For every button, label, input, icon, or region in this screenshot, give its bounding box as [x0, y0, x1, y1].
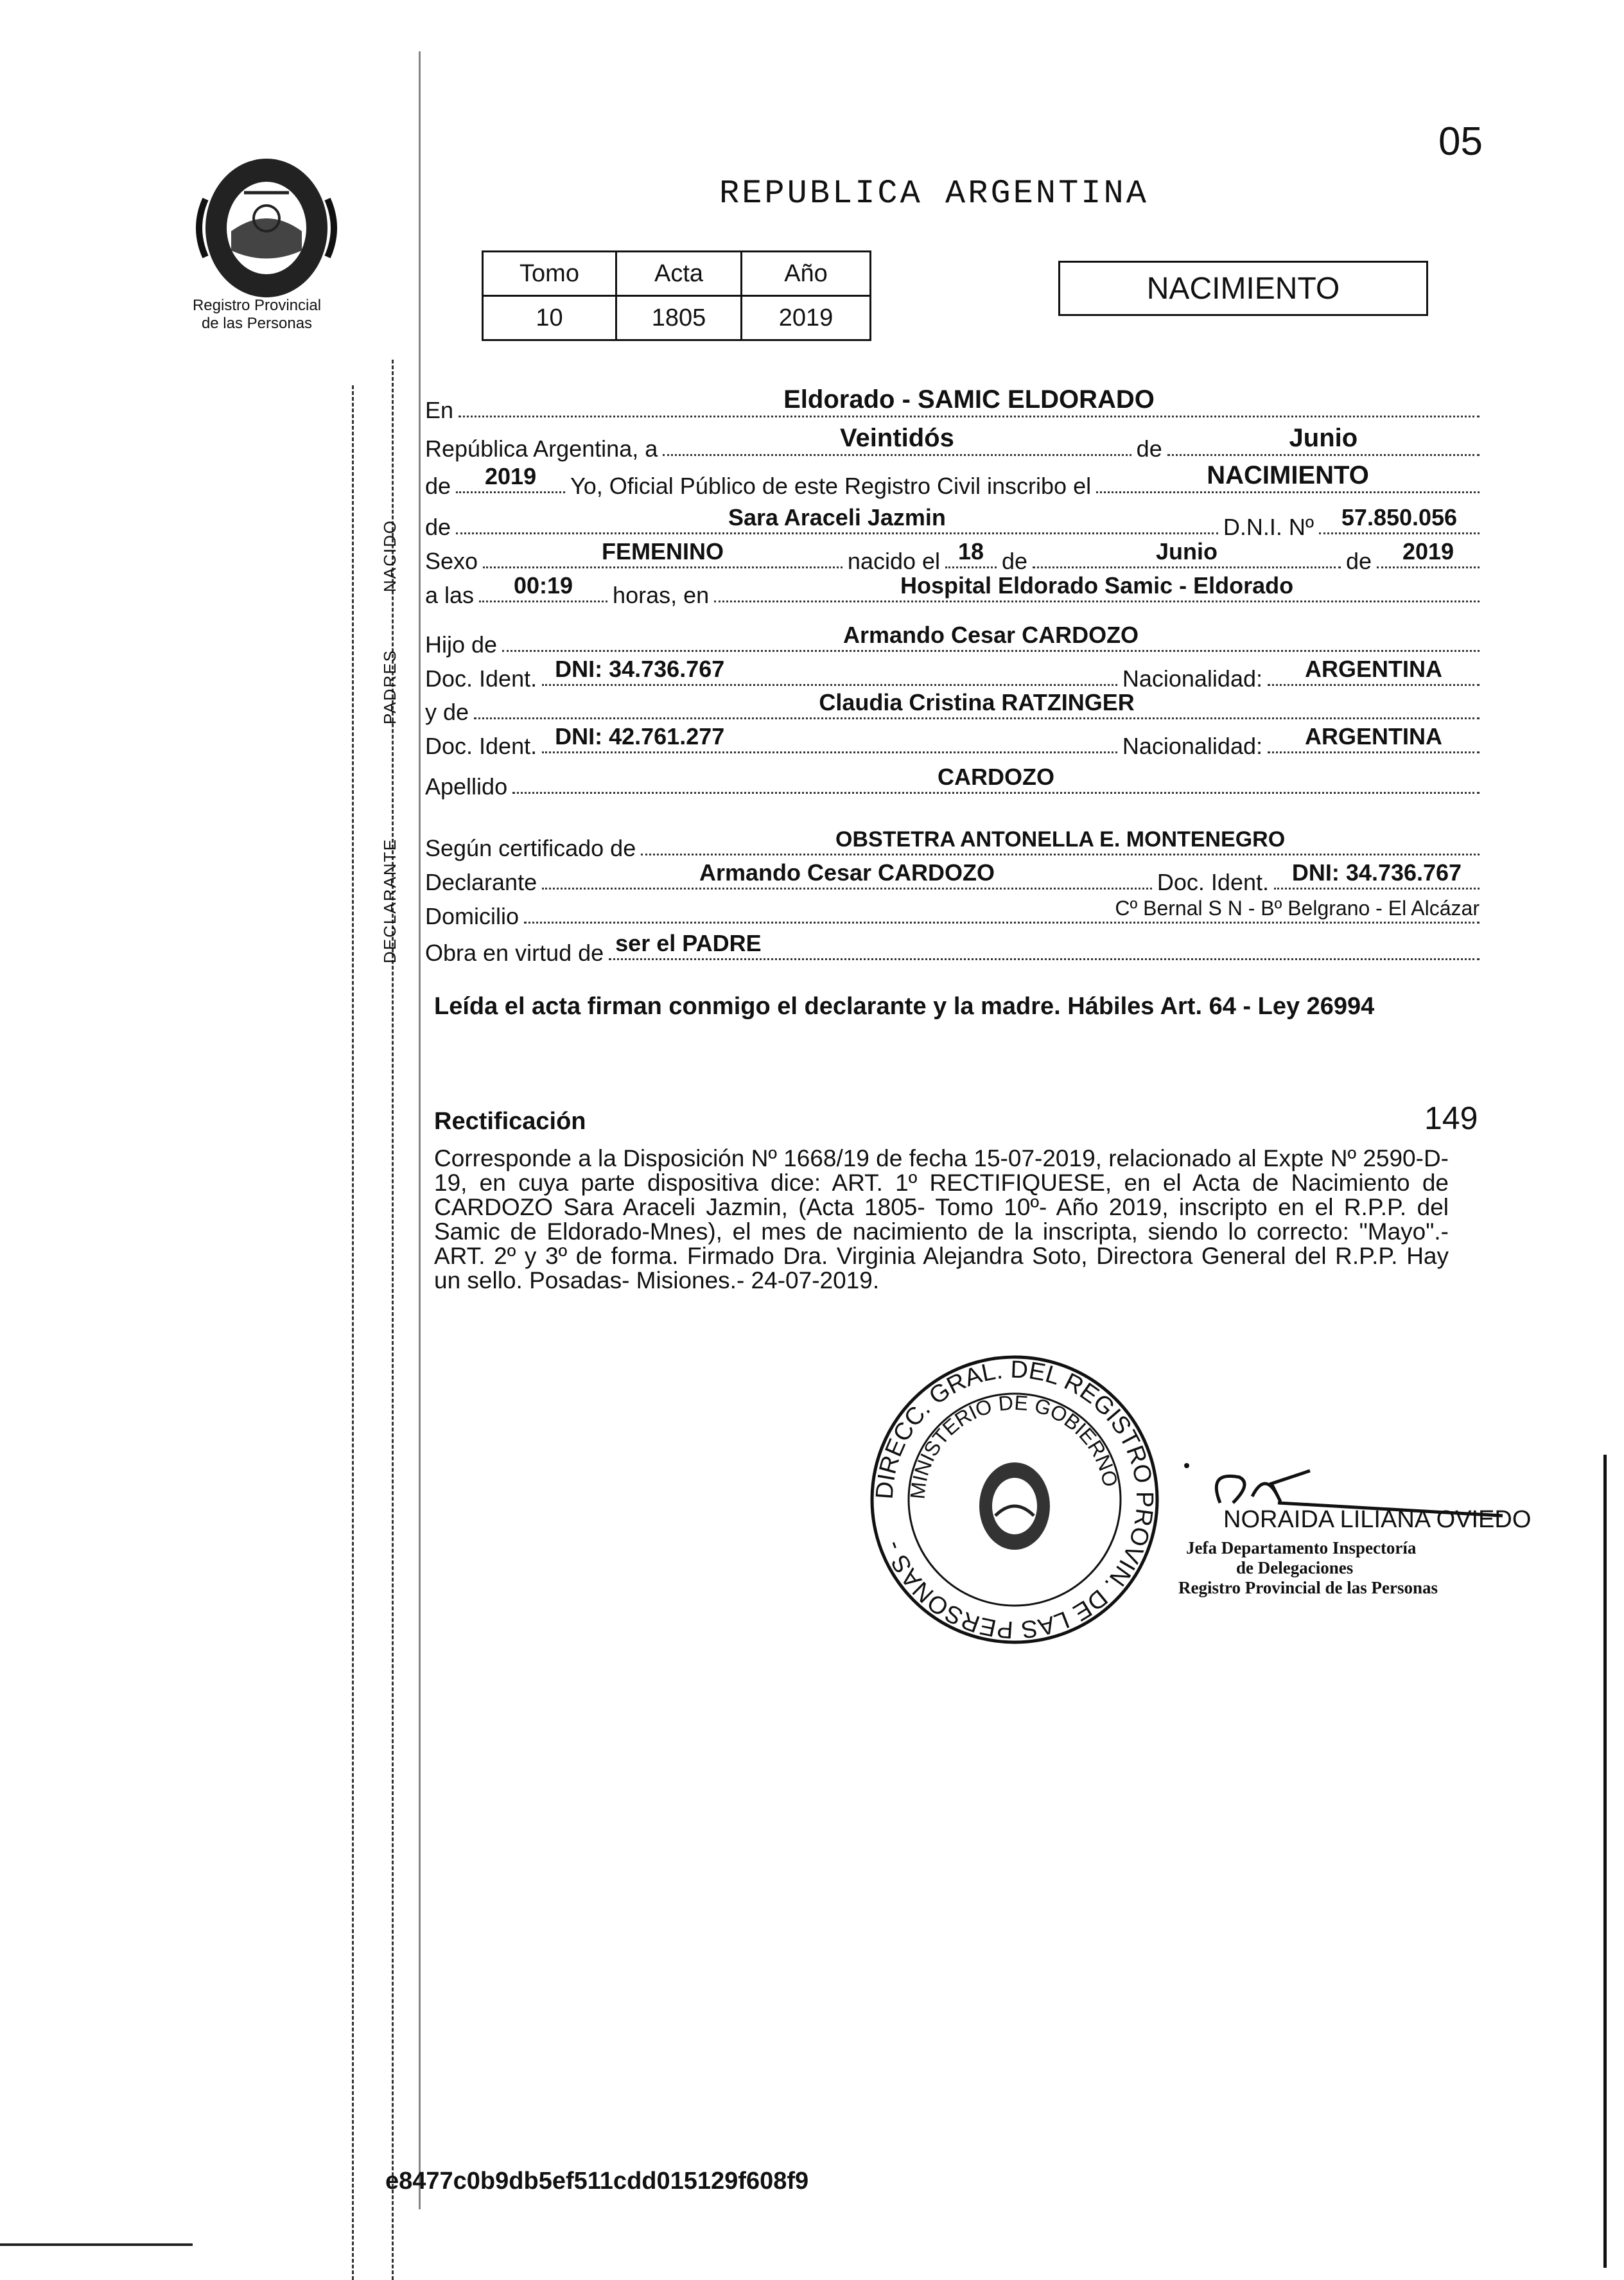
- rectificacion-body: Corresponde a la Disposición Nº 1668/19 de fecha 15-07-2019, relacionado al Expte Nº 2590-D-19, en cuya parte dispositiva dice: ART. 1º RECTIFIQUESE, en el Acta de Nacimiento de CARDOZO Sara Araceli Jazmin, (Acta 1805- Tomo 10º- Año 2019, inscripto en el R.P.P. del Samic de Eldorado-Mnes), el mes de nacimiento de la inscripta, siendo lo correcto: "Mayo".- ART. 2º y 3º de forma. Firmado Dra. Virginia Alejandra Soto, Directora General del R.P.P. Hay un sello. Posadas- Misiones.- 24-07-2019.: [434, 1145, 1449, 1293]
- row-acto: [425, 461, 1485, 500]
- document-hash: e8477c0b9db5ef511cdd015129f608f9: [385, 2168, 809, 2195]
- label-certificado: Según certificado de: [425, 835, 636, 861]
- signatory-title: [1178, 1538, 1438, 1598]
- fill-lugar-nac: [714, 572, 1480, 602]
- label-de: de: [1136, 435, 1162, 462]
- signatory-title-line3: Registro Provincial de las Personas: [1178, 1578, 1438, 1597]
- seal-caption-line2: de las Personas: [201, 315, 313, 332]
- label-sexo: Sexo: [425, 548, 478, 574]
- label-doc-padre: Doc. Ident.: [425, 665, 537, 692]
- label-obra: Obra en virtud de: [425, 940, 604, 966]
- label-declarante: Declarante: [425, 869, 537, 895]
- fill-lugar: [458, 385, 1480, 417]
- bottom-rule: [0, 2243, 193, 2246]
- side-label-nacido: NACIDO: [380, 519, 399, 592]
- value-anio-inscripcion: 2019: [485, 463, 537, 489]
- label-en: En: [425, 397, 454, 423]
- fill-padre: [502, 622, 1480, 652]
- value-nombre: Sara Araceli Jazmin: [728, 504, 946, 531]
- value-mes-inscripcion: Junio: [1289, 424, 1358, 452]
- fill-sexo: [483, 538, 843, 568]
- header-acta: Acta: [616, 252, 742, 296]
- fill-madre: [474, 689, 1480, 719]
- value-declarante-doc: DNI: 34.736.767: [1291, 859, 1462, 886]
- row-certificado: [425, 823, 1485, 862]
- margin-rule-inner: [419, 51, 421, 2209]
- label-de-anio-nac: de: [1345, 548, 1372, 574]
- label-dni: D.N.I. Nº: [1223, 514, 1314, 540]
- label-a-las: a las: [425, 582, 475, 608]
- value-dni: 57.850.056: [1341, 504, 1458, 531]
- value-hora: 00:19: [514, 572, 573, 599]
- provincial-seal-icon: [193, 154, 340, 302]
- fill-domicilio: [524, 897, 1480, 924]
- fill-mes-nac: [1033, 538, 1341, 568]
- label-doc-madre: Doc. Ident.: [425, 733, 537, 759]
- fill-padre-doc: [542, 656, 1117, 686]
- fill-apellido: [512, 764, 1480, 794]
- value-anio-nac: 2019: [1402, 538, 1454, 565]
- value-domicilio: Cº Bernal S N - Bº Belgrano - El Alcázar: [1115, 897, 1480, 920]
- rectificacion-heading: Rectificación: [434, 1108, 586, 1135]
- record-type-box: [1058, 261, 1428, 316]
- fill-anio-inscripcion: [456, 463, 565, 493]
- seal-caption-line1: Registro Provincial: [192, 297, 322, 314]
- header-anio: Año: [742, 252, 871, 296]
- label-yo: Yo, Oficial Público de este Registro Civil inscribo el: [570, 473, 1092, 499]
- margin-rule-outer: [352, 385, 354, 2280]
- value-certificado: OBSTETRA ANTONELLA E. MONTENEGRO: [835, 827, 1286, 852]
- label-nacionalidad-padre: Nacionalidad:: [1122, 665, 1262, 692]
- page-number: 05: [1438, 119, 1483, 164]
- row-hora: [425, 570, 1485, 609]
- right-edge-rule: [1603, 1455, 1607, 2268]
- fill-acto: [1096, 461, 1480, 493]
- record-type: NACIMIENTO: [1146, 271, 1340, 306]
- fill-certificado: [641, 827, 1480, 855]
- label-horas-en: horas, en: [613, 582, 710, 608]
- row-fecha-inscripcion: [425, 424, 1485, 462]
- value-padre-nac: ARGENTINA: [1305, 656, 1442, 682]
- fill-dia-nac: [945, 538, 997, 568]
- fill-mes: [1167, 424, 1480, 456]
- row-padre-doc: [425, 654, 1485, 692]
- fill-declarante: [542, 859, 1152, 890]
- label-de-nombre: de: [425, 514, 451, 540]
- stamp-inner-text: MINISTERIO DE GOBIERNO: [905, 1390, 1122, 1500]
- row-nombre: [425, 502, 1485, 541]
- registry-table: [482, 250, 871, 341]
- document-title: REPUBLICA ARGENTINA: [719, 175, 1149, 213]
- value-lugar: Eldorado - SAMIC ELDORADO: [783, 385, 1155, 414]
- signatory-title-line2: de Delegaciones: [1236, 1558, 1354, 1577]
- stamp-outer-text: DIRECC. GRAL. DEL REGISTRO PROVIN. DE LAS PERSONAS -: [871, 1356, 1158, 1644]
- label-doc-declarante: Doc. Ident.: [1157, 869, 1269, 895]
- label-de-mes-nac: de: [1002, 548, 1028, 574]
- row-declarante: [425, 857, 1485, 896]
- row-domicilio: [425, 891, 1485, 930]
- value-anio: 2019: [742, 296, 871, 340]
- header-tomo: Tomo: [483, 252, 616, 296]
- side-label-padres: PADRES: [380, 649, 399, 724]
- value-acto: NACIMIENTO: [1207, 461, 1369, 489]
- fill-dia: [663, 424, 1131, 456]
- row-padre: [425, 620, 1485, 658]
- fill-anio-nac: [1377, 538, 1480, 568]
- value-madre-doc: DNI: 42.761.277: [555, 723, 725, 750]
- value-lugar-nac: Hospital Eldorado Samic - Eldorado: [900, 572, 1294, 599]
- value-dia-letras: Veintidós: [840, 424, 954, 452]
- value-padre: Armando Cesar CARDOZO: [843, 622, 1139, 648]
- label-nacido-el: nacido el: [847, 548, 941, 574]
- value-tomo: 10: [483, 296, 616, 340]
- row-madre-doc: [425, 721, 1485, 760]
- seal-caption: [173, 297, 340, 333]
- fill-madre-doc: [542, 723, 1117, 753]
- row-sexo: [425, 536, 1485, 575]
- value-mes-nac: Junio: [1156, 538, 1218, 565]
- value-madre: Claudia Cristina RATZINGER: [819, 689, 1135, 715]
- fill-hora: [479, 572, 607, 602]
- fill-madre-nac: [1268, 723, 1480, 753]
- value-dia-nac: 18: [958, 538, 984, 565]
- fill-dni: [1319, 504, 1480, 534]
- margin-rule-middle: [392, 360, 394, 2280]
- label-nacionalidad-madre: Nacionalidad:: [1122, 733, 1262, 759]
- signatory-title-line1: Jefa Departamento Inspectoría: [1186, 1538, 1417, 1557]
- value-declarante: Armando Cesar CARDOZO: [699, 859, 995, 886]
- value-sexo: FEMENINO: [601, 538, 724, 565]
- value-acta: 1805: [616, 296, 742, 340]
- row-obra: [425, 928, 1485, 967]
- value-madre-nac: ARGENTINA: [1305, 723, 1442, 750]
- value-apellido: CARDOZO: [938, 764, 1055, 790]
- signatory-name: NORAIDA LILIANA OVIEDO: [1223, 1506, 1532, 1533]
- official-stamp-icon: [867, 1352, 1162, 1647]
- fill-declarante-doc: [1274, 859, 1480, 890]
- fill-nombre: [456, 504, 1218, 534]
- row-lugar: [425, 385, 1485, 424]
- label-republica: República Argentina, a: [425, 435, 658, 462]
- row-apellido: [425, 762, 1485, 800]
- fill-padre-nac: [1268, 656, 1480, 686]
- label-hijo-de: Hijo de: [425, 631, 498, 658]
- value-obra: ser el PADRE: [615, 930, 762, 956]
- value-padre-doc: DNI: 34.736.767: [555, 656, 725, 682]
- label-apellido: Apellido: [425, 773, 508, 800]
- rectificacion-number: 149: [1424, 1100, 1478, 1136]
- row-madre: [425, 687, 1485, 726]
- side-label-declarante: DECLARANTE: [380, 838, 399, 963]
- closing-note: Leída el acta firman conmigo el declarante y la madre. Hábiles Art. 64 - Ley 26994: [434, 993, 1375, 1020]
- label-domicilio: Domicilio: [425, 903, 520, 929]
- label-y-de: y de: [425, 699, 469, 725]
- fill-obra: [609, 930, 1480, 960]
- label-de-anio: de: [425, 473, 451, 499]
